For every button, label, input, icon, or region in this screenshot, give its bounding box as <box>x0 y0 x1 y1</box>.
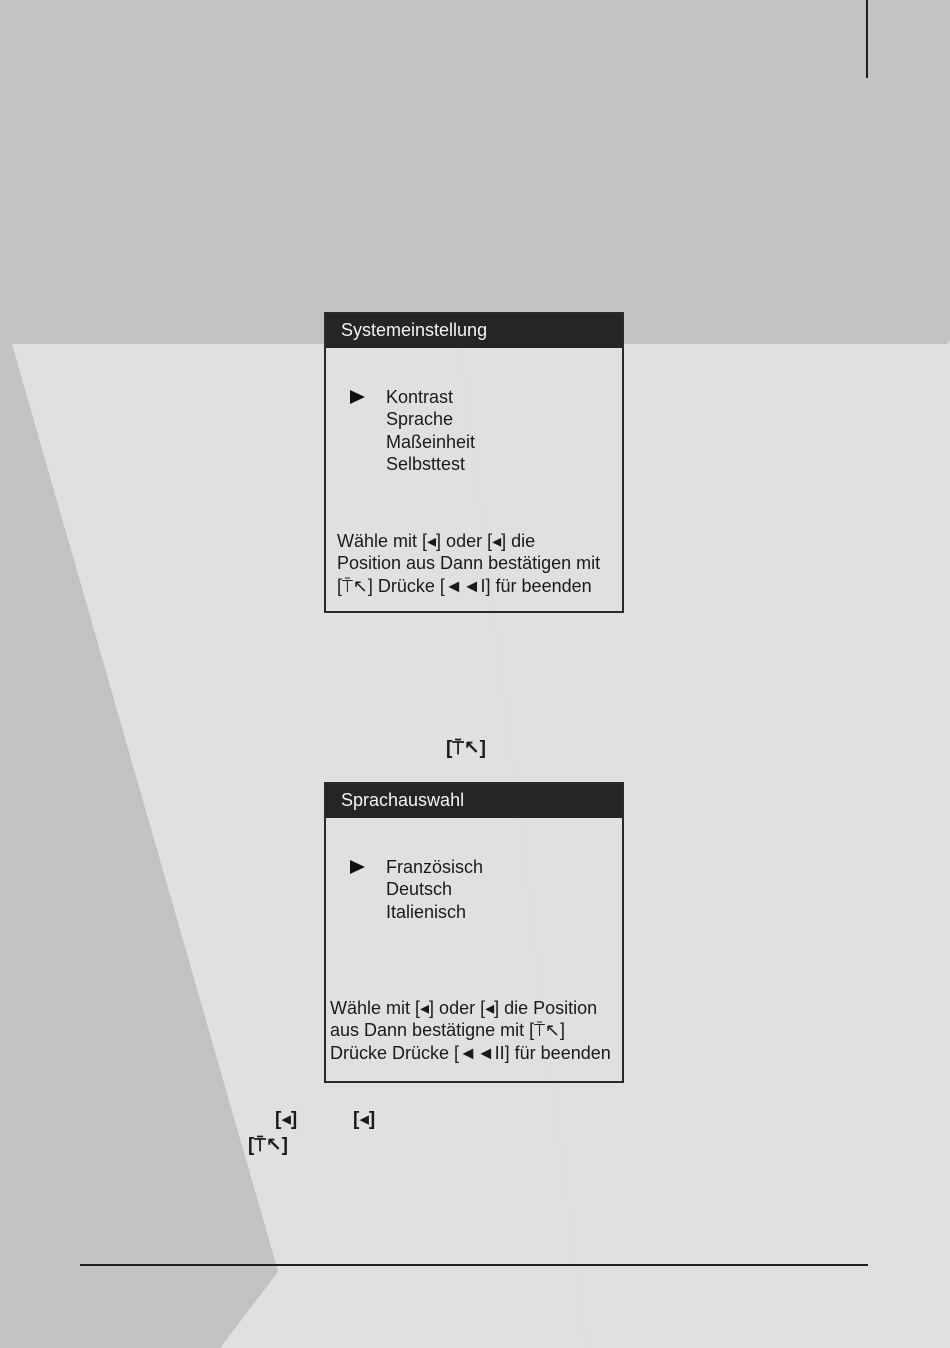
menu-item-contrast[interactable]: Kontrast <box>386 387 454 407</box>
menu-item-italian[interactable]: Italienisch <box>386 901 467 922</box>
footer-rule <box>80 1264 868 1266</box>
left-key-symbol: [◂] <box>353 1109 376 1130</box>
menu-item-language[interactable]: Sprache <box>386 409 454 430</box>
instruction-text <box>337 530 600 597</box>
settings-menu <box>386 386 475 475</box>
instruction-line: Drücke Drücke [◄◄II] für beenden <box>330 1042 611 1063</box>
ok-key-symbol: [⍑↖] <box>446 738 486 759</box>
menu-item-german[interactable]: Deutsch <box>386 879 453 900</box>
ok-key-symbol: [⍑↖] <box>248 1135 288 1156</box>
top-right-rule <box>866 0 868 78</box>
language-select-screen <box>324 782 624 1083</box>
selection-arrow-icon <box>350 860 365 874</box>
menu-item-french[interactable]: Französisch <box>386 857 484 877</box>
instruction-line: Wähle mit [◂] oder [◂] die <box>337 531 536 551</box>
menu-item-selftest[interactable]: Selbsttest <box>386 453 466 474</box>
instruction-line: [⍑↖] Drücke [◄◄I] für beenden <box>337 575 592 596</box>
system-settings-screen <box>324 312 624 613</box>
instruction-line: Wähle mit [◂] oder [◂] die Position <box>330 998 598 1018</box>
menu-item-unit[interactable]: Maßeinheit <box>386 431 476 452</box>
instruction-line: aus Dann bestätigne mit [⍑↖] <box>330 1020 566 1041</box>
screen-title: Sprachauswahl <box>326 784 622 818</box>
language-menu <box>386 856 483 923</box>
instruction-line: Position aus Dann bestätigen mit <box>337 553 601 574</box>
screen-title: Systemeinstellung <box>326 314 622 348</box>
selection-arrow-icon <box>350 390 365 404</box>
instruction-text <box>330 997 611 1064</box>
left-key-symbol: [◂] <box>275 1109 298 1130</box>
